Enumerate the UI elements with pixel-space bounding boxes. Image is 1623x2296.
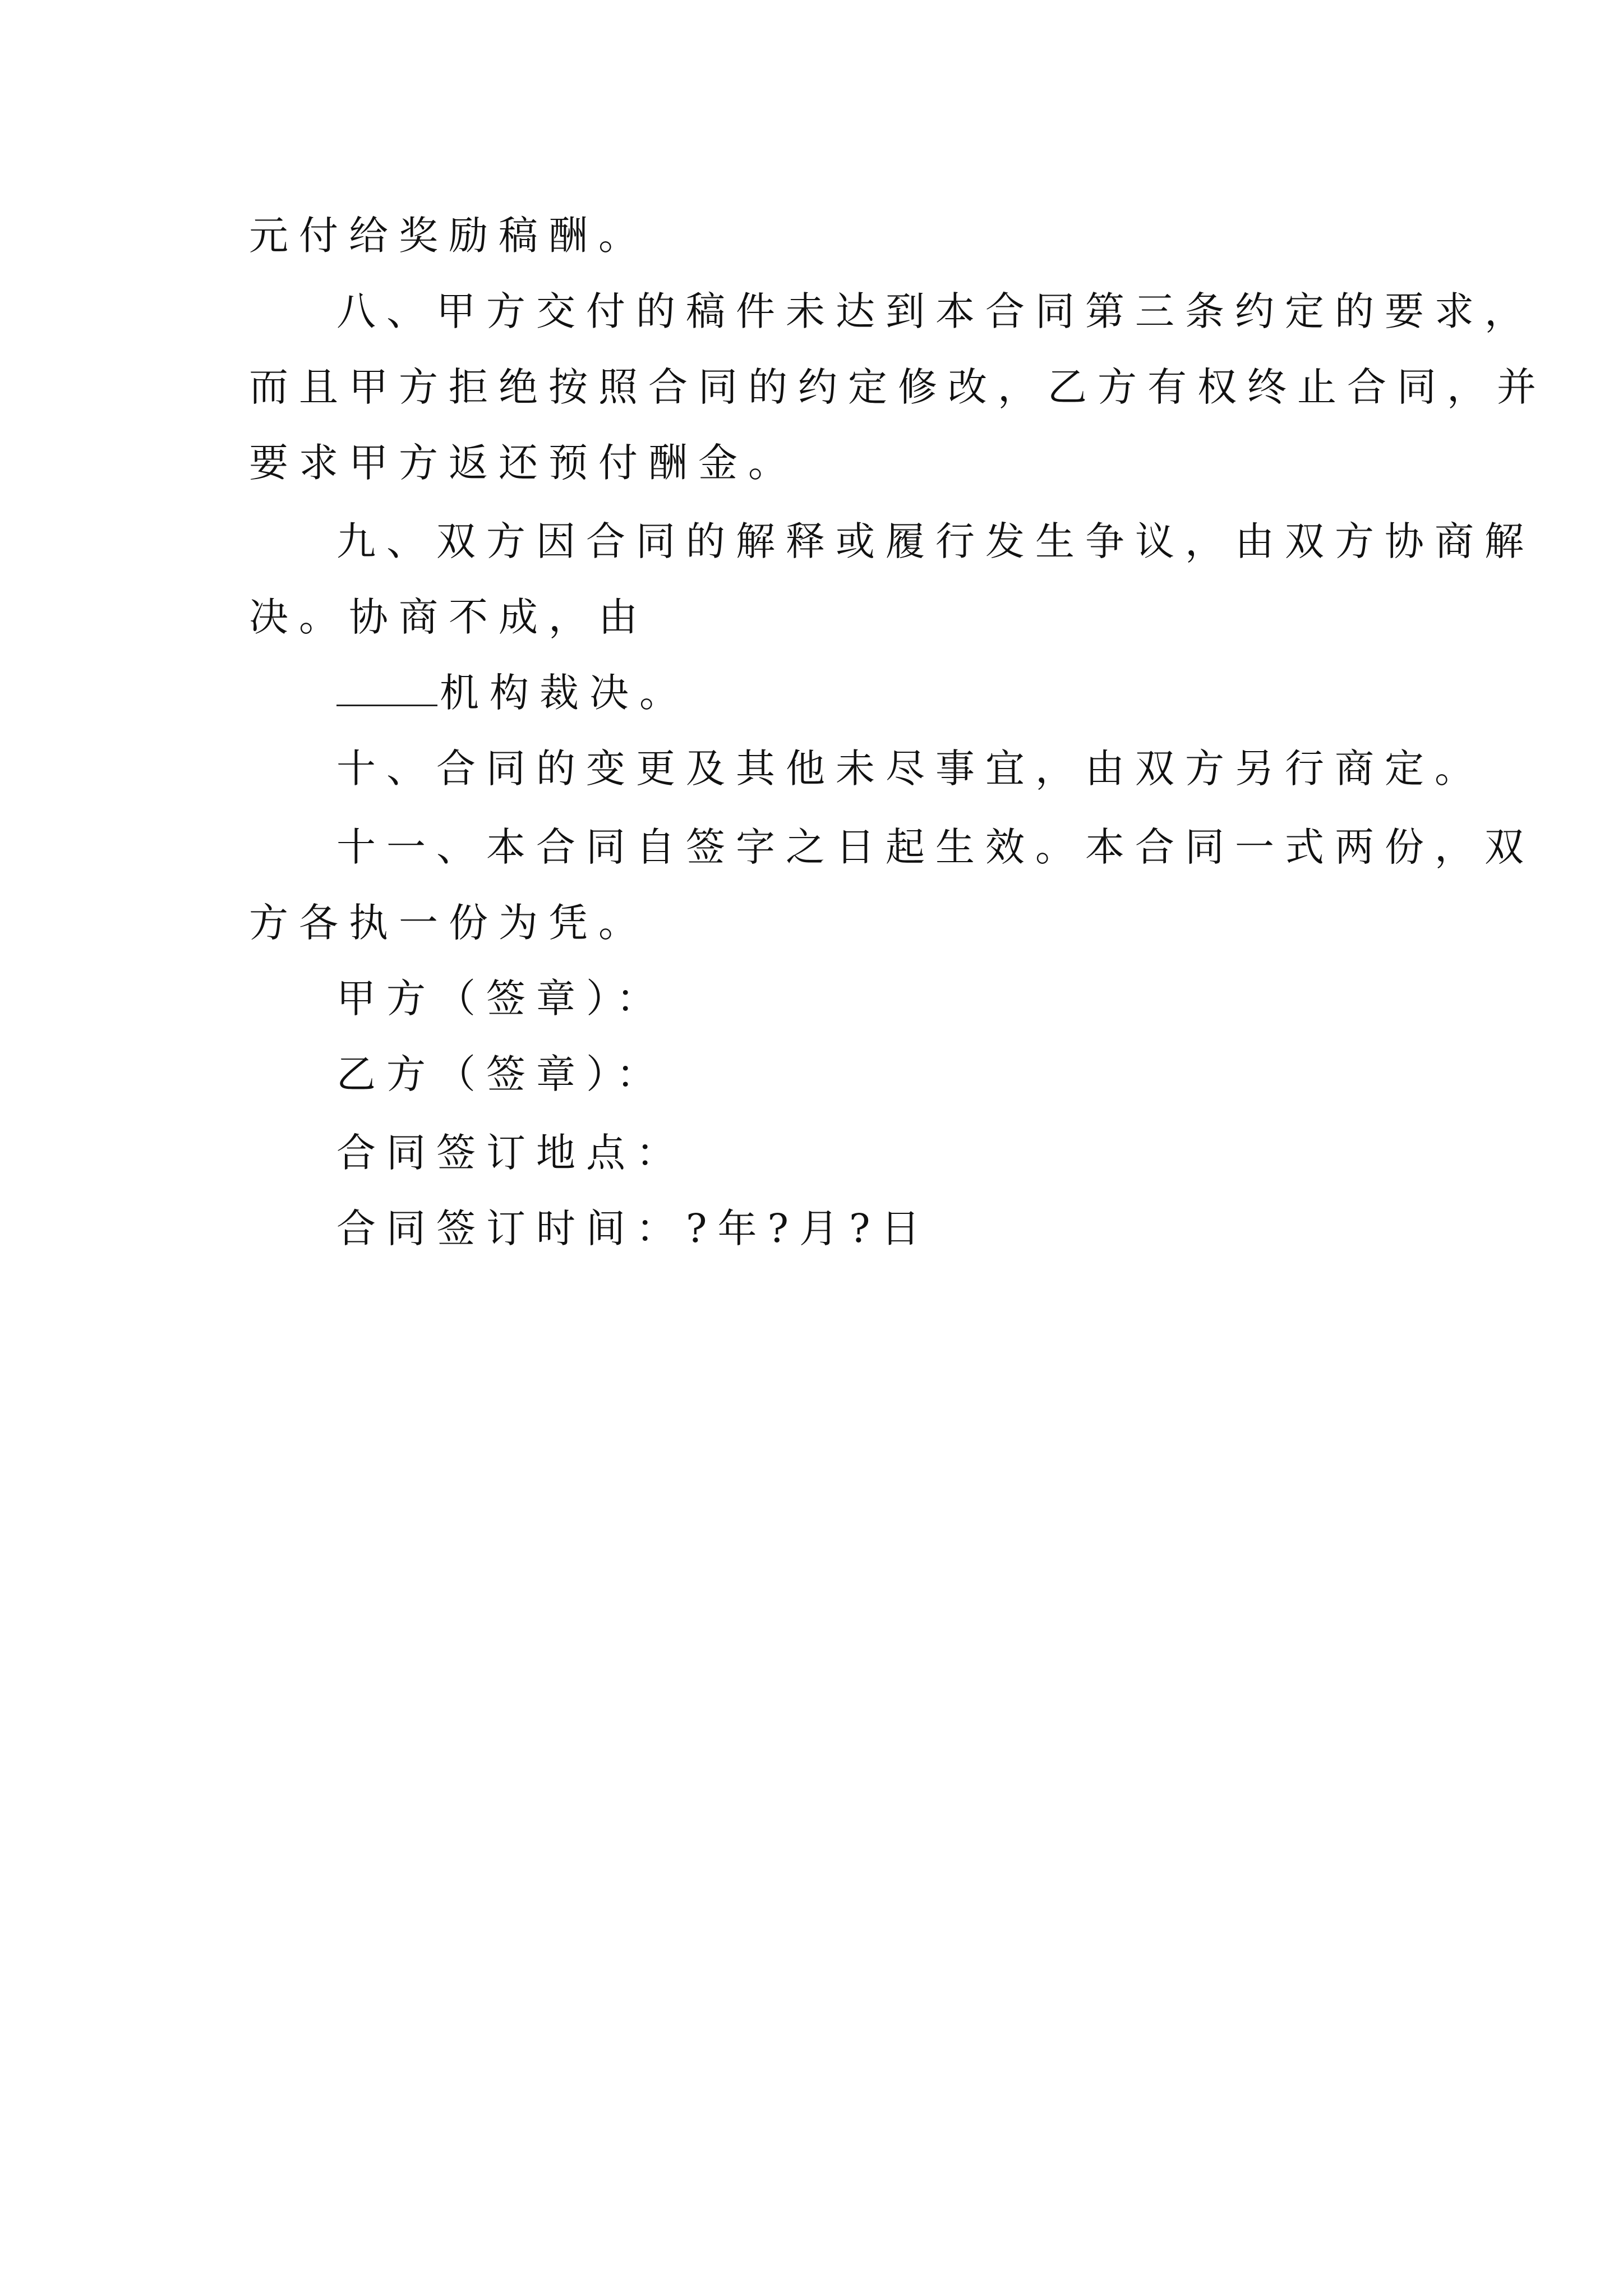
clause-11-line: 十一、本合同自签字之日起生效。本合同一式两份，双 xyxy=(336,824,1534,870)
clause-8-line: 而且甲方拒绝按照合同的约定修改，乙方有权终止合同，并 xyxy=(249,364,1547,410)
clause-8-line: 八、甲方交付的稿件未达到本合同第三条约定的要求， xyxy=(336,288,1534,334)
paragraph-line: 元付给奖励稿酬。 xyxy=(249,213,648,259)
clause-9-line: 决。协商不成，由 xyxy=(249,594,648,640)
signing-place-line: 合同签订地点： xyxy=(336,1130,686,1176)
clause-9-line: 九、双方因合同的解释或履行发生争议，由双方协商解 xyxy=(336,518,1534,564)
clause-8-line: 要求甲方返还预付酬金。 xyxy=(249,440,798,486)
clause-11-line: 方各执一份为凭。 xyxy=(249,900,648,946)
signing-date-line: 合同签订时间：?年?月?日 xyxy=(336,1205,931,1251)
clause-10-line: 十、合同的变更及其他未尽事宜，由双方另行商定。 xyxy=(336,746,1484,792)
arbitration-line xyxy=(336,668,689,718)
blank-underline xyxy=(336,670,437,706)
party-a-signature-line: 甲方（签章）： xyxy=(336,976,666,1022)
party-b-signature-line: 乙方（签章）： xyxy=(336,1051,666,1097)
arbitration-text: 机构裁决。 xyxy=(440,670,689,716)
